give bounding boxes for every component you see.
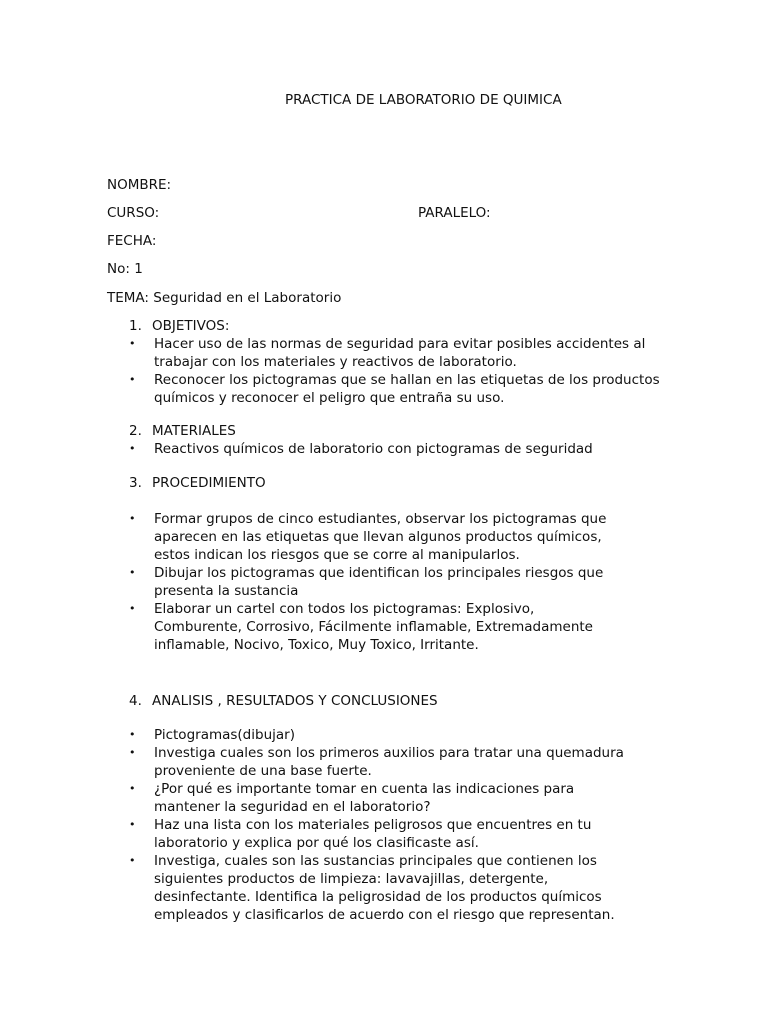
- field-paralelo: PARALELO:: [418, 205, 491, 221]
- section-heading: [129, 317, 689, 335]
- section-title: ANALISIS , RESULTADOS Y CONCLUSIONES: [152, 693, 438, 709]
- list-item: • Hacer uso de las normas de seguridad para evitar posibles accidentes al trabajar con los materiales y reactivos de laboratorio.: [129, 336, 646, 370]
- section-number: 1.: [129, 318, 142, 334]
- bullet-list: [129, 335, 664, 407]
- section-heading: [129, 422, 689, 440]
- bullet-list: [129, 510, 624, 654]
- bullet-icon: •: [129, 854, 136, 867]
- bullet-icon: •: [129, 782, 136, 795]
- field-number: No: 1: [107, 261, 143, 277]
- bullet-icon: •: [129, 602, 136, 615]
- field-tema: TEMA: Seguridad en el Laboratorio: [107, 290, 342, 306]
- section-title: OBJETIVOS:: [152, 318, 230, 334]
- bullet-icon: •: [129, 442, 136, 455]
- bullet-icon: •: [129, 818, 136, 831]
- section-objetivos: [129, 317, 689, 407]
- section-number: 4.: [129, 693, 142, 709]
- bullet-icon: •: [129, 728, 136, 741]
- list-item: • Haz una lista con los materiales peligrosos que encuentres en tu laboratorio y explica por qué los clasificaste así.: [129, 817, 592, 851]
- bullet-icon: •: [129, 512, 136, 525]
- field-fecha: FECHA:: [107, 233, 157, 249]
- list-item: • Investiga, cuales son las sustancias principales que contienen los siguientes productos de limpieza: lavavajillas, detergente, desinfectante. Identifica la peligrosidad de los productos químicos empleados y clasificarlos de acuerdo con el riesgo que representan.: [129, 853, 615, 923]
- section-number: 3.: [129, 475, 142, 491]
- bullet-icon: •: [129, 373, 136, 386]
- list-item: • Elaborar un cartel con todos los pictogramas: Explosivo, Comburente, Corrosivo, Fácilmente inflamable, Extremadamente inflamable, Nocivo, Toxico, Muy Toxico, Irritante.: [129, 601, 593, 653]
- list-item: • Formar grupos de cinco estudiantes, observar los pictogramas que aparecen en las etiquetas que llevan algunos productos químicos, estos indican los riesgos que se corre al manipularlos.: [129, 511, 607, 563]
- list-item: • Reconocer los pictogramas que se hallan en las etiquetas de los productos químicos y reconocer el peligro que entraña su uso.: [129, 372, 660, 406]
- field-curso: CURSO:: [107, 205, 160, 221]
- bullet-icon: •: [129, 566, 136, 579]
- document-title: PRACTICA DE LABORATORIO DE QUIMICA: [285, 92, 562, 108]
- list-item: • Investiga cuales son los primeros auxilios para tratar una quemadura proveniente de una base fuerte.: [129, 745, 624, 779]
- section-heading: [129, 474, 689, 492]
- field-nombre: NOMBRE:: [107, 177, 172, 193]
- list-item: • Pictogramas(dibujar): [129, 727, 295, 743]
- bullet-list: [129, 440, 664, 458]
- list-item: • Dibujar los pictogramas que identifican los principales riesgos que presenta la sustancia: [129, 565, 604, 599]
- section-materiales: [129, 422, 689, 458]
- list-item: • ¿Por qué es importante tomar en cuenta las indicaciones para mantener la seguridad en el laboratorio?: [129, 781, 575, 815]
- bullet-icon: •: [129, 337, 136, 350]
- bullet-icon: •: [129, 746, 136, 759]
- section-number: 2.: [129, 423, 142, 439]
- list-item: • Reactivos químicos de laboratorio con pictogramas de seguridad: [129, 441, 593, 457]
- section-title: MATERIALES: [152, 423, 236, 439]
- section-procedimiento: [129, 474, 689, 654]
- section-title: PROCEDIMIENTO: [152, 475, 266, 491]
- section-heading: [129, 692, 689, 710]
- bullet-list: [129, 726, 629, 924]
- section-analisis: [129, 692, 689, 924]
